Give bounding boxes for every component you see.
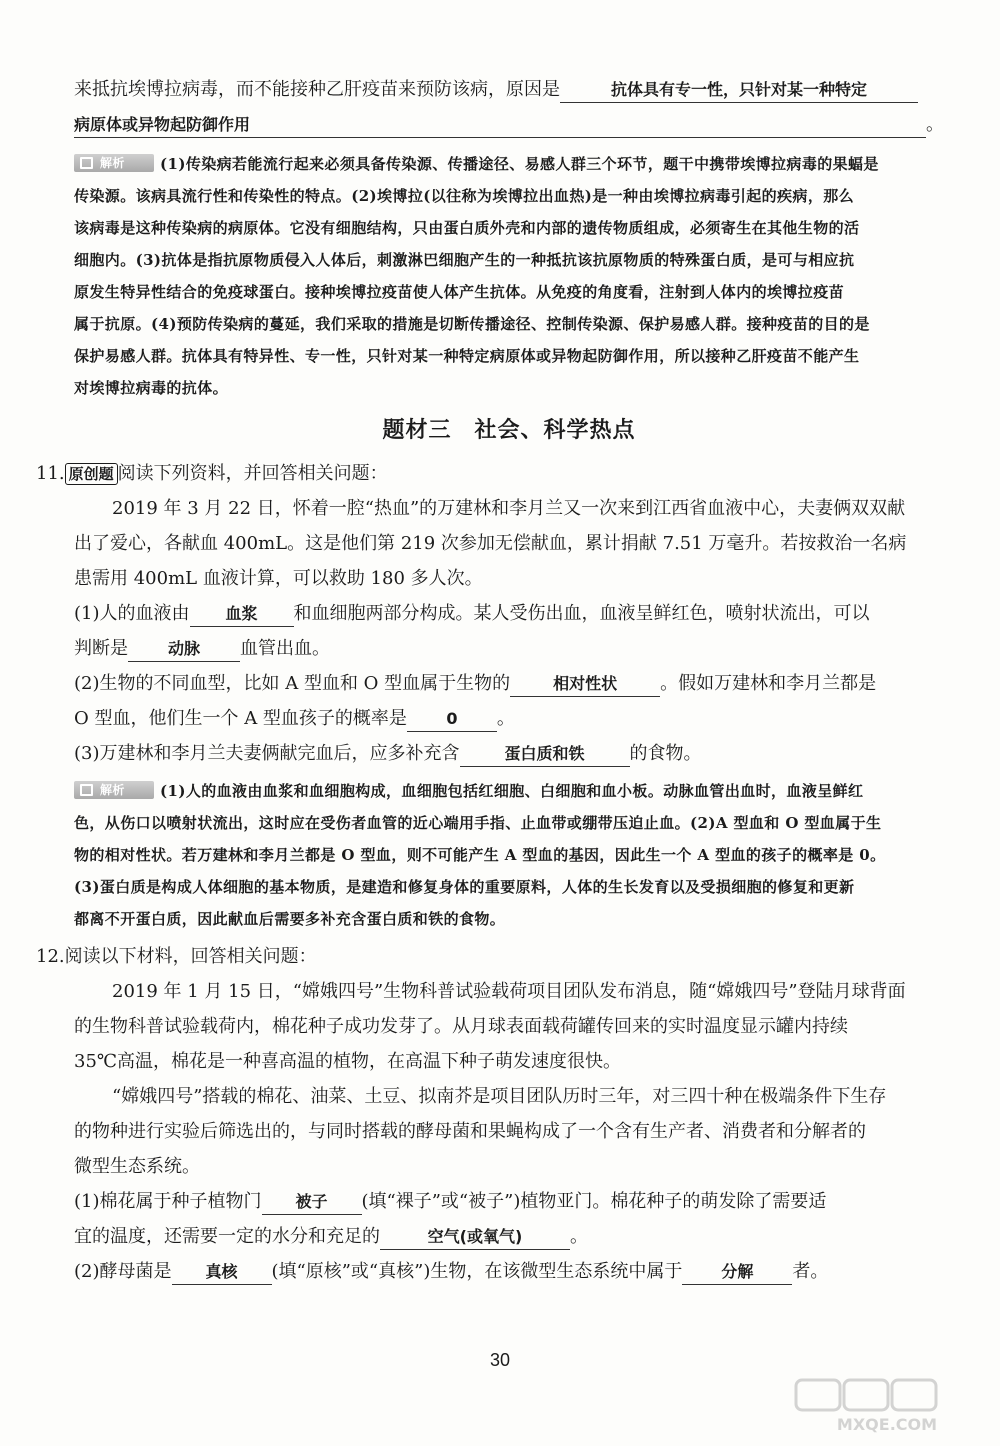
analysis-block-q11: 解析 (1)人的血液由血浆和血细胞构成，血细胞包括红细胞、白细胞和血小板。动脉血管出血时，血液呈鲜红 色，从伤口以喷射状流出，这时应在受伤者血管的近心端用手指、止血带或绷带压迫止血。(2)A 型血和 O 型血属于生 物的相对性状。若万建林和李月兰都是 O 型血，则不可能产生 A 型血的基因，因此生一个 A 型血的孩子的概率是 0。 (3)蛋白质是构成人体细胞的基本物质，是建造和修复身体的重要原料，人体的生长发育以及受损细胞的修复和更新 都离不开蛋白质，因此献血后需要多补充含蛋白质和铁的食物。 — [74, 782, 886, 928]
answer-blank: 0 — [407, 707, 497, 732]
q11-part-1: (1)人的血液由 血浆 和血细胞两部分构成。某人受伤出血，血液呈鲜红色，喷射状流出，可以 — [74, 596, 944, 631]
q10-answer-line-2: 病原体或异物起防御作用 。 — [74, 107, 944, 142]
q11-part-2: (2)生物的不同血型，比如 A 型血和 O 型血属于生物的 相对性状 。假如万建林和李月兰都是 — [74, 666, 944, 701]
answer-blank: 被子 — [262, 1190, 362, 1215]
question-12: 12.阅读以下材料，回答相关问题： 2019 年 1 月 15 日，“嫦娥四号”生物科普试验载荷项目团队发布消息，随“嫦娥四号”登陆月球背面 的生物科普试验载荷内，棉花种子成功发芽了。从月球表面载荷罐传回来的实时温度显示罐内持续 35℃高温，棉花是一种喜高温的植物，在高温下种子萌发速度很快。 “嫦娥四号”搭载的棉花、油菜、土豆、拟南芥是项目团队历时三年，对三四十种在极端条件下生存 的物种进行实验后筛选出的，与同时搭载的酵母菌和果蝇构成了一个含有生产者、消费者和分解者的 微型生态系统。 (1)棉花属于种子植物门 被子 (填“裸子”或“被子”)植物亚门。棉花种子的萌发除了需要适 宜的温度，还需要一定的水分和充足的 空气(或氧气) 。 (2)酵母菌是 真核 (填“原核”或“真核”)生物，在该微型生态系统中属于 分解 者。 — [74, 939, 944, 1289]
answer-blank: 病原体或异物起防御作用 — [74, 113, 926, 138]
watermark-text: MXQE.COM — [836, 1415, 938, 1434]
analysis-block-q10: 解析 (1)传染病若能流行起来必须具备传染源、传播途径、易感人群三个环节，题干中携带埃博拉病毒的果蝠是 传染源。该病具流行性和传染性的特点。(2)埃博拉(以往称为埃博拉出血热)是一种由埃博拉病毒引起的疾病，那么 该病毒是这种传染病的病原体。它没有细胞结构，只由蛋白质外壳和内部的遗传物质组成，必须寄生在其他生物的活 细胞内。(3)抗体是指抗原物质侵入人体后，刺激淋巴细胞产生的一种抵抗该抗原物质的特殊蛋白质，是可与相应抗 原发生特异性结合的免疫球蛋白。接种埃博拉疫苗使人体产生抗体。从免疫的角度看，注射到人体内的埃博拉疫苗 属于抗原。(4)预防传染病的蔓延，我们采取的措施是切断传播途径、控制传染源、保护易感人群。接种疫苗的目的是 保护易感人群。抗体具有特异性、专一性，只针对某一种特定病原体或异物起防御作用，所以接种乙肝疫苗不能产生 对埃博拉病毒的抗体。 — [74, 155, 879, 397]
answer-blank: 动脉 — [128, 637, 240, 662]
q12-part-1: (1)棉花属于种子植物门 被子 (填“裸子”或“被子”)植物亚门。棉花种子的萌发除了需要适 — [74, 1184, 944, 1219]
answer-blank: 血浆 — [190, 602, 294, 627]
answer-blank: 真核 — [172, 1260, 272, 1285]
answer-blank: 空气(或氧气) — [380, 1225, 570, 1250]
q12-part-2: (2)酵母菌是 真核 (填“原核”或“真核”)生物，在该微型生态系统中属于 分解 者。 — [74, 1254, 944, 1289]
answer-blank: 分解 — [682, 1260, 792, 1285]
answer-blank: 相对性状 — [510, 672, 660, 697]
q10-answer-line-1: 来抵抗埃博拉病毒，而不能接种乙肝疫苗来预防该病，原因是 抗体具有专一性，只针对某一种特定 — [74, 72, 944, 107]
watermark-logo — [792, 1376, 982, 1436]
question-11: 11. 原创题 阅读下列资料，并回答相关问题： 2019 年 3 月 22 日，怀着一腔“热血”的万建林和李月兰又一次来到江西省血液中心，夫妻俩双双献 出了爱心，各献血 400mL。这是他们第 219 次参加无偿献血，累计捐献 7.51 万毫升。若按救治一名病 患需用 400mL 血液计算，可以救助 180 多人次。 (1)人的血液由 血浆 和血细胞两部分构成。某人受伤出血，血液呈鲜红色，喷射状流出，可以 判断是 动脉 血管出血。 (2)生物的不同血型，比如 A 型血和 O 型血属于生物的 相对性状 。假如万建林和李月兰都是 O 型血，他们生一个 A 型血孩子的概率是 0 。 (3)万建林和李月兰夫妻俩献完血后，应多补充含 蛋白质和铁 的食物。 解析 (1)人的血液由血浆和血细胞构成，血细胞包括红细胞、白细胞和血小板。动脉血管出血时，血液呈鲜红 色，从伤口以喷射状流出，这时应在受伤者血管的近心端用手指、止血带或绷带压迫止血。(2)A 型血和 O 型血属于生 物的相对性状。若万建林和李月兰都是 O 型血，则不可能产生 A 型血的基因，因此生一个 A 型血的孩子的概率是 0。 (3)蛋白质是构成人体细胞的基本物质，是建造和修复身体的重要原料，人体的生长发育以及受损细胞的修复和更新 都离不开蛋白质，因此献血后需要多补充含蛋白质和铁的食物。 — [74, 456, 944, 935]
analysis-icon: 解析 — [74, 781, 154, 799]
section-title: 题材三 社会、科学热点 — [382, 418, 636, 443]
q11-part-3: (3)万建林和李月兰夫妻俩献完血后，应多补充含 蛋白质和铁 的食物。 — [74, 736, 944, 771]
page-content — [36, 72, 944, 1289]
original-question-tag: 原创题 — [65, 463, 118, 485]
analysis-icon: 解析 — [74, 154, 154, 172]
page-number: 30 — [489, 1350, 511, 1370]
answer-blank: 抗体具有专一性，只针对某一种特定 — [560, 78, 918, 103]
answer-blank: 蛋白质和铁 — [460, 742, 630, 767]
